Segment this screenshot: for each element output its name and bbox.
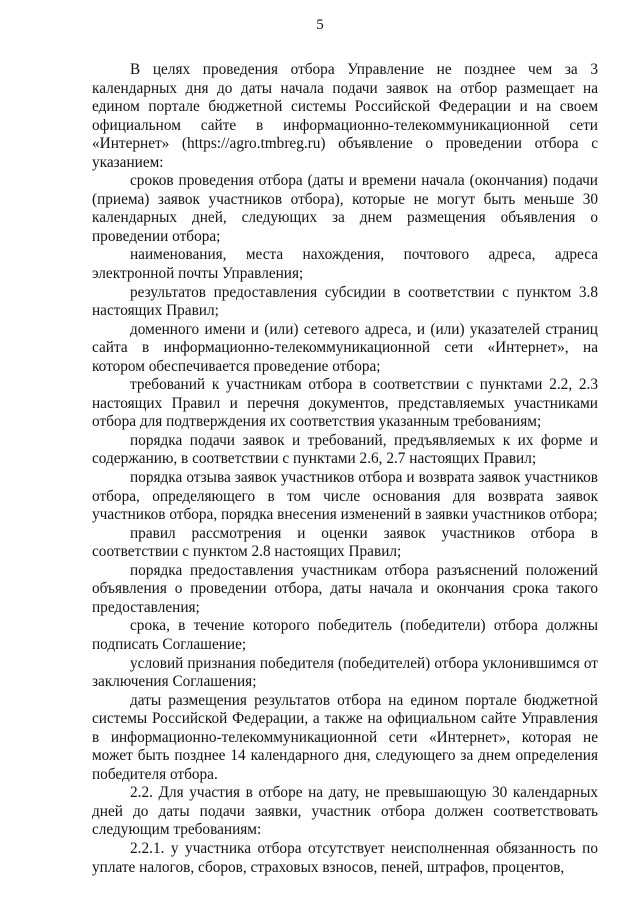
paragraph-item-name-address: наименования, места нахождения, почтового адреса, адреса электронной почты Управления; — [92, 246, 598, 283]
paragraph-section-2-2: 2.2. Для участия в отборе на дату, не превышающую 30 календарных дней до даты подачи заявки, участник отбора должен соответствовать следующим требованиям: — [92, 784, 598, 839]
paragraph-item-review-rules: правил рассмотрения и оценки заявок участников отбора в соответствии с пунктом 2.8 настоящих Правил; — [92, 524, 598, 561]
document-body — [92, 61, 598, 877]
paragraph-item-evasion: условий признания победителя (победителей) отбора уклонившимся от заключения Соглашения; — [92, 654, 598, 691]
paragraph-item-domain: доменного имени и (или) сетевого адреса, и (или) указателей страниц сайта в информационно-телекоммуникационной сети «Интернет», на котором обеспечивается проведение отбора; — [92, 320, 598, 375]
paragraph-item-publication-dates: даты размещения результатов отбора на едином портале бюджетной системы Российской Федерации, а также на официальном сайте Управления в информационно-телекоммуникационной сети «Интернет», которая не может быть позднее 14 календарного дня, следующего за днем определения победителя отбора. — [92, 691, 598, 783]
paragraph-item-deadlines: сроков проведения отбора (даты и времени начала (окончания) подачи (приема) заявок участников отбора), которые не могут быть меньше 30 календарных дней, следующих за днем размещения объявления о проведении отбора; — [92, 172, 598, 245]
page-number: 5 — [316, 17, 324, 33]
paragraph-item-results: результатов предоставления субсидии в соответствии с пунктом 3.8 настоящих Правил; — [92, 283, 598, 320]
paragraph-item-signing-term: срока, в течение которого победитель (победители) отбора должны подписать Соглашение; — [92, 617, 598, 653]
paragraph-item-requirements: требований к участникам отбора в соответствии с пунктами 2.2, 2.3 настоящих Правил и перечня документов, представляемых участниками отбора для подтверждения их соответствия указанным требованиям; — [92, 376, 598, 431]
paragraph-item-application-order: порядка подачи заявок и требований, предъявляемых к их форме и содержанию, в соответствии с пунктами 2.6, 2.7 настоящих Правил; — [92, 431, 598, 468]
paragraph-item-withdrawal: порядка отзыва заявок участников отбора и возврата заявок участников отбора, определяющего в том числе основания для возврата заявок участников отбора, порядка внесения изменений в заявки участников отбора; — [92, 469, 598, 524]
paragraph-intro: В целях проведения отбора Управление не позднее чем за 3 календарных дня до даты начала подачи заявок на отбор размещает на едином портале бюджетной системы Российской Федерации и на своем официальном сайте в информационно-телекоммуникационной сети «Интернет» (https://agro.tmbreg.ru) объявление о проведении отбора с указанием: — [92, 61, 598, 171]
paragraph-item-clarifications: порядка предоставления участникам отбора разъяснений положений объявления о проведении отбора, даты начала и окончания срока такого предоставления; — [92, 561, 598, 616]
paragraph-section-2-2-1: 2.2.1. у участника отбора отсутствует неисполненная обязанность по уплате налогов, сборов, страховых взносов, пеней, штрафов, процентов, — [92, 839, 598, 876]
